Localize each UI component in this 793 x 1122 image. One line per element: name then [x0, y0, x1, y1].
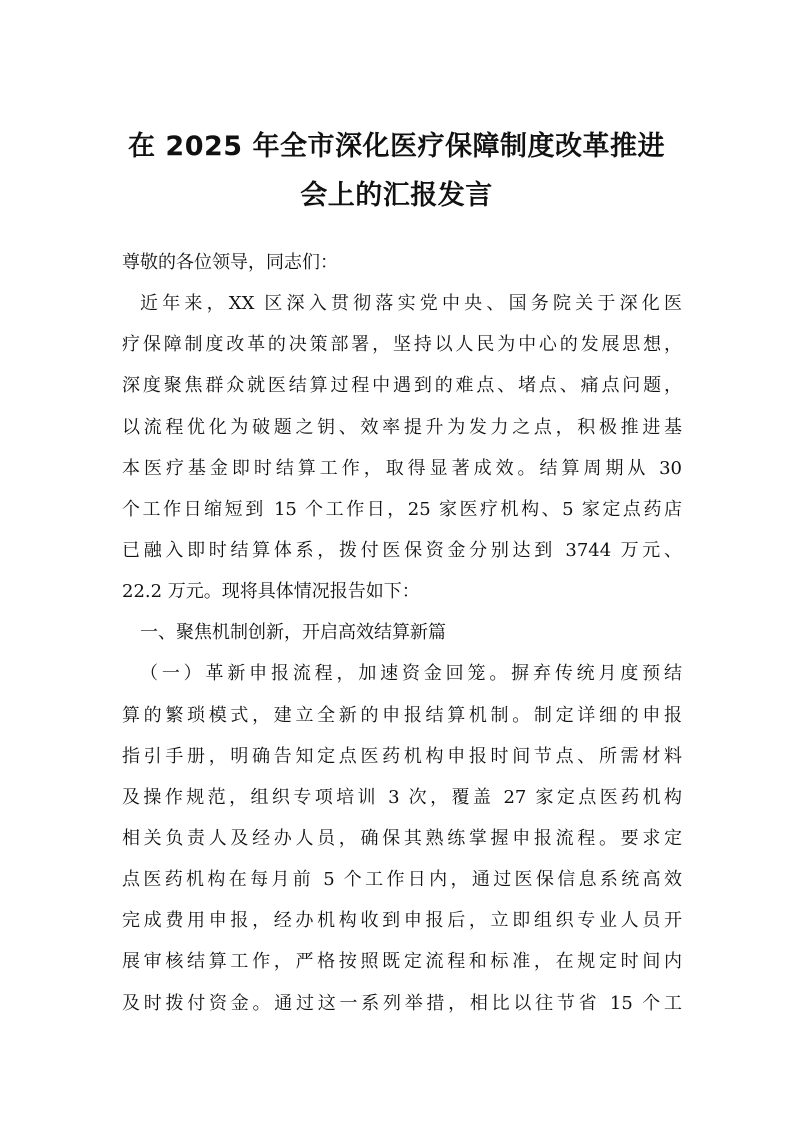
document-title-line-2: 会上的汇报发言: [300, 180, 493, 211]
body-line: 及操作规范，组织专项培训 3 次，覆盖 27 家定点医药机构: [122, 786, 682, 808]
body-line: 深度聚焦群众就医结算过程中遇到的难点、堵点、痛点问题，: [122, 375, 682, 397]
document-body: [122, 242, 682, 1024]
body-line: 及时拨付资金。通过这一系列举措，相比以往节省 15 个工: [122, 992, 682, 1014]
body-line: 一、聚焦机制创新，开启高效结算新篇: [140, 622, 446, 644]
document-title-line-1: 在 2025 年全市深化医疗保障制度改革推进: [128, 131, 665, 162]
body-line: 近年来，XX 区深入贯彻落实党中央、国务院关于深化医: [140, 293, 682, 315]
body-line: 疗保障制度改革的决策部署，坚持以人民为中心的发展思想，: [122, 334, 682, 356]
body-line: 以流程优化为破题之钥、效率提升为发力之点，积极推进基: [122, 416, 682, 438]
body-line: 相关负责人及经办人员，确保其熟练掌握申报流程。要求定: [122, 827, 682, 849]
body-line: 指引手册，明确告知定点医药机构申报时间节点、所需材料: [122, 745, 682, 767]
body-line: 完成费用申报，经办机构收到申报后，立即组织专业人员开: [122, 910, 682, 932]
body-line: 本医疗基金即时结算工作，取得显著成效。结算周期从 30: [122, 457, 682, 479]
body-line: 尊敬的各位领导，同志们：: [122, 252, 338, 273]
body-line: 已融入即时结算体系，拨付医保资金分别达到 3744 万元、: [122, 539, 682, 561]
body-line: 算的繁琐模式，建立全新的申报结算机制。制定详细的申报: [122, 704, 682, 726]
body-line: （一）革新申报流程，加速资金回笼。摒弃传统月度预结: [140, 663, 682, 685]
body-line: 个工作日缩短到 15 个工作日，25 家医疗机构、5 家定点药店: [122, 498, 682, 520]
body-line: 点医药机构在每月前 5 个工作日内，通过医保信息系统高效: [122, 869, 682, 891]
body-line: 展审核结算工作，严格按照既定流程和标准，在规定时间内: [122, 951, 682, 973]
body-line: 22.2 万元。现将具体情况报告如下：: [122, 581, 420, 603]
